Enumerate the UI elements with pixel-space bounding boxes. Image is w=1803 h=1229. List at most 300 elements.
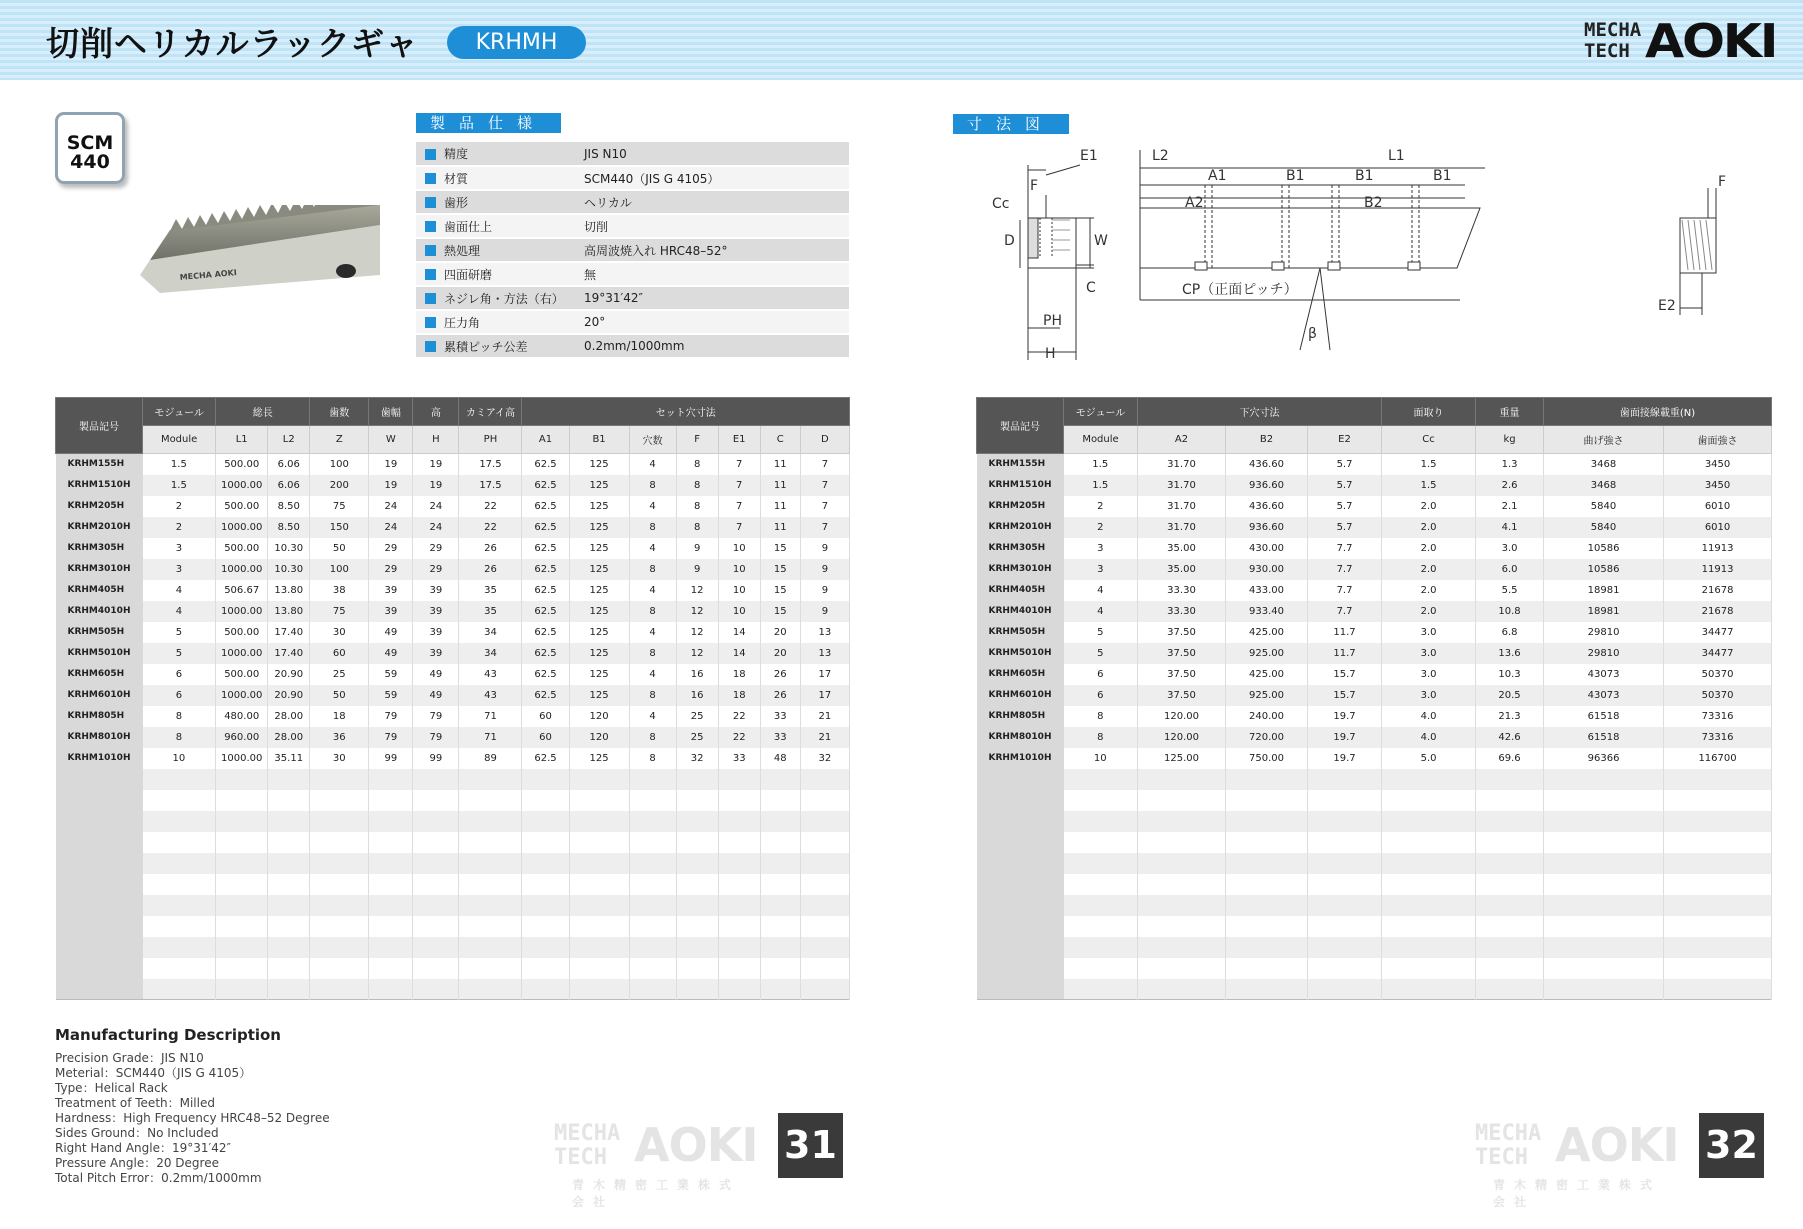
- empty-cell: [369, 853, 413, 874]
- empty-cell: [629, 832, 676, 853]
- table-cell: 21678: [1664, 601, 1772, 622]
- table-cell: 120: [569, 706, 629, 727]
- table-cell: 12: [676, 643, 718, 664]
- table-cell: 1.3: [1476, 454, 1544, 475]
- table-cell: 15: [760, 538, 800, 559]
- empty-cell: [718, 874, 760, 895]
- spec-label: ネジレ角・方法（右）: [444, 286, 584, 310]
- table-cell: 31.70: [1138, 496, 1226, 517]
- empty-cell: [143, 916, 216, 937]
- table-cell: 13.6: [1476, 643, 1544, 664]
- table-cell: 61518: [1544, 727, 1664, 748]
- empty-cell: [1138, 979, 1226, 1000]
- table-cell: 43073: [1544, 685, 1664, 706]
- subheader-cell: PH: [459, 426, 522, 454]
- table-row: [977, 727, 1772, 748]
- empty-cell: [1476, 958, 1544, 979]
- table-cell: 6.06: [268, 475, 310, 496]
- empty-cell: [1064, 874, 1138, 895]
- table-cell: 20.5: [1476, 685, 1544, 706]
- empty-cell: [216, 916, 268, 937]
- table-row-empty: [56, 832, 850, 853]
- table-cell: 19.7: [1308, 748, 1382, 769]
- table-cell: 125: [569, 580, 629, 601]
- table-cell: 7: [800, 517, 849, 538]
- table-cell: 35: [459, 580, 522, 601]
- table-cell: 2.0: [1382, 517, 1476, 538]
- empty-cell: [1476, 811, 1544, 832]
- empty-cell: [369, 979, 413, 1000]
- empty-cell: [1138, 874, 1226, 895]
- table-cell: 3: [1064, 559, 1138, 580]
- table-cell: 2: [143, 496, 216, 517]
- table-cell: 25: [310, 664, 369, 685]
- table-cell: 50: [310, 685, 369, 706]
- empty-cell: [1138, 811, 1226, 832]
- table-row: [56, 496, 850, 517]
- table-cell: 62.5: [522, 685, 569, 706]
- empty-cell: [268, 853, 310, 874]
- table-cell: 9: [676, 559, 718, 580]
- table-cell: 116700: [1664, 748, 1772, 769]
- empty-cell: [1544, 916, 1664, 937]
- empty-cell: [268, 769, 310, 790]
- table-cell: 430.00: [1226, 538, 1308, 559]
- empty-cell: [56, 895, 143, 916]
- table-cell: 37.50: [1138, 622, 1226, 643]
- table-cell: 62.5: [522, 748, 569, 769]
- table-cell: 425.00: [1226, 622, 1308, 643]
- table-row-empty: [56, 769, 850, 790]
- table-cell: 31.70: [1138, 517, 1226, 538]
- table-cell: 17: [800, 685, 849, 706]
- table-row: [977, 538, 1772, 559]
- subheader-cell: E1: [718, 426, 760, 454]
- table-cell: 18981: [1544, 580, 1664, 601]
- empty-cell: [1138, 958, 1226, 979]
- empty-cell: [800, 853, 849, 874]
- spec-bullet: [416, 310, 444, 334]
- spec-label: 圧力角: [444, 310, 584, 334]
- watermark-right: [1475, 1118, 1679, 1209]
- empty-cell: [676, 895, 718, 916]
- empty-cell: [459, 832, 522, 853]
- table-cell: 17: [800, 664, 849, 685]
- table-cell: 1000.00: [216, 685, 268, 706]
- empty-cell: [216, 769, 268, 790]
- table-row: [56, 685, 850, 706]
- table-cell: 1.5: [1382, 475, 1476, 496]
- label-a2: A2: [1185, 195, 1204, 211]
- subheader-cell: L2: [268, 426, 310, 454]
- empty-cell: [676, 916, 718, 937]
- manufacturing-description: [55, 1028, 330, 1186]
- product-code-cell: KRHM6010H: [56, 685, 143, 706]
- table-cell: 8: [676, 517, 718, 538]
- spec-row: [416, 166, 849, 190]
- label-l2: L2: [1152, 148, 1169, 164]
- empty-cell: [977, 958, 1064, 979]
- table-cell: 39: [413, 580, 459, 601]
- empty-cell: [143, 874, 216, 895]
- empty-cell: [216, 790, 268, 811]
- table-cell: 4.1: [1476, 517, 1544, 538]
- label-w: W: [1094, 233, 1108, 249]
- empty-cell: [216, 853, 268, 874]
- empty-cell: [1544, 979, 1664, 1000]
- table-cell: 22: [459, 496, 522, 517]
- empty-cell: [522, 979, 569, 1000]
- table-cell: 38: [310, 580, 369, 601]
- table-cell: 20.90: [268, 685, 310, 706]
- product-code-cell: KRHM8010H: [56, 727, 143, 748]
- empty-cell: [268, 790, 310, 811]
- col-lower-holes: 下穴寸法: [1138, 398, 1382, 426]
- empty-cell: [522, 916, 569, 937]
- table-cell: 2.0: [1382, 559, 1476, 580]
- empty-cell: [718, 979, 760, 1000]
- table-cell: 1.5: [1064, 475, 1138, 496]
- table-row: [977, 643, 1772, 664]
- table-cell: 5.7: [1308, 496, 1382, 517]
- empty-cell: [522, 832, 569, 853]
- table-cell: 3468: [1544, 454, 1664, 475]
- spec-value: JIS N10: [584, 142, 849, 166]
- table-cell: 8: [629, 601, 676, 622]
- table-cell: 34477: [1664, 622, 1772, 643]
- table-cell: 30: [310, 622, 369, 643]
- table-cell: 3450: [1664, 454, 1772, 475]
- empty-cell: [629, 853, 676, 874]
- empty-cell: [1664, 811, 1772, 832]
- product-code-cell: KRHM205H: [977, 496, 1064, 517]
- table-cell: 3: [1064, 538, 1138, 559]
- table-row: [56, 517, 850, 538]
- logo-brand: AOKI: [1645, 14, 1777, 68]
- empty-cell: [56, 874, 143, 895]
- table-cell: 9: [800, 559, 849, 580]
- table-cell: 43: [459, 685, 522, 706]
- table-row: [56, 706, 850, 727]
- table-row-empty: [56, 790, 850, 811]
- table-cell: 36: [310, 727, 369, 748]
- empty-cell: [1064, 811, 1138, 832]
- table-cell: 8: [676, 454, 718, 475]
- spec-value: SCM440（JIS G 4105）: [584, 166, 849, 190]
- empty-cell: [1382, 916, 1476, 937]
- empty-cell: [569, 958, 629, 979]
- empty-cell: [1226, 853, 1308, 874]
- empty-cell: [676, 790, 718, 811]
- empty-cell: [369, 769, 413, 790]
- empty-cell: [216, 895, 268, 916]
- table-cell: 10.3: [1476, 664, 1544, 685]
- empty-cell: [1226, 811, 1308, 832]
- table-cell: 8: [143, 706, 216, 727]
- col-product-code: 製品記号: [56, 398, 143, 454]
- empty-cell: [1664, 790, 1772, 811]
- table-cell: 49: [369, 622, 413, 643]
- table-cell: 11913: [1664, 538, 1772, 559]
- page-number-left: 31: [778, 1113, 843, 1178]
- table-row: [977, 601, 1772, 622]
- spec-table: [416, 142, 849, 359]
- material-badge-line2: 440: [70, 151, 110, 173]
- empty-cell: [459, 979, 522, 1000]
- empty-cell: [413, 853, 459, 874]
- empty-cell: [800, 979, 849, 1000]
- table-cell: 13.80: [268, 580, 310, 601]
- table-row-empty: [56, 958, 850, 979]
- product-code-cell: KRHM155H: [977, 454, 1064, 475]
- label-f-side: F: [1718, 174, 1727, 190]
- empty-cell: [310, 979, 369, 1000]
- table-cell: 37.50: [1138, 643, 1226, 664]
- empty-cell: [800, 769, 849, 790]
- empty-cell: [143, 769, 216, 790]
- table-cell: 6: [143, 664, 216, 685]
- table-cell: 62.5: [522, 496, 569, 517]
- table-cell: 9: [676, 538, 718, 559]
- table-cell: 4: [629, 538, 676, 559]
- table-cell: 11.7: [1308, 643, 1382, 664]
- table-cell: 4: [629, 706, 676, 727]
- table-cell: 62.5: [522, 454, 569, 475]
- table-cell: 506.67: [216, 580, 268, 601]
- empty-cell: [369, 916, 413, 937]
- table-cell: 50370: [1664, 685, 1772, 706]
- table-cell: 7: [800, 496, 849, 517]
- table-cell: 500.00: [216, 454, 268, 475]
- table-cell: 24: [413, 517, 459, 538]
- empty-cell: [1064, 853, 1138, 874]
- subheader-cell: D: [800, 426, 849, 454]
- table-cell: 79: [369, 727, 413, 748]
- table-cell: 14: [718, 622, 760, 643]
- table-row-empty: [56, 811, 850, 832]
- table-cell: 3450: [1664, 475, 1772, 496]
- table-cell: 5840: [1544, 496, 1664, 517]
- empty-cell: [800, 874, 849, 895]
- table-cell: 3.0: [1382, 685, 1476, 706]
- table-cell: 75: [310, 496, 369, 517]
- product-code-cell: KRHM505H: [977, 622, 1064, 643]
- empty-cell: [800, 937, 849, 958]
- table-cell: 10.30: [268, 559, 310, 580]
- empty-cell: [1064, 790, 1138, 811]
- table-cell: 4: [1064, 601, 1138, 622]
- empty-cell: [760, 958, 800, 979]
- table-cell: 15: [760, 559, 800, 580]
- table-row-empty: [977, 853, 1772, 874]
- table-cell: 1000.00: [216, 475, 268, 496]
- empty-cell: [1064, 937, 1138, 958]
- table-cell: 125: [569, 601, 629, 622]
- table-cell: 49: [369, 643, 413, 664]
- table-cell: 13: [800, 622, 849, 643]
- empty-cell: [522, 790, 569, 811]
- table-cell: 24: [413, 496, 459, 517]
- table-cell: 7: [718, 517, 760, 538]
- empty-cell: [629, 874, 676, 895]
- subheader-cell: 穴数: [629, 426, 676, 454]
- table-cell: 5.7: [1308, 475, 1382, 496]
- table-cell: 1000.00: [216, 559, 268, 580]
- empty-cell: [216, 937, 268, 958]
- table-cell: 10.8: [1476, 601, 1544, 622]
- table-cell: 100: [310, 559, 369, 580]
- spec-bullet: [416, 166, 444, 190]
- table-cell: 125: [569, 475, 629, 496]
- empty-cell: [676, 874, 718, 895]
- table-cell: 2.6: [1476, 475, 1544, 496]
- table-row-empty: [977, 895, 1772, 916]
- empty-cell: [369, 832, 413, 853]
- table-cell: 2: [1064, 517, 1138, 538]
- empty-cell: [1064, 832, 1138, 853]
- empty-cell: [760, 853, 800, 874]
- table-cell: 30: [310, 748, 369, 769]
- table-cell: 89: [459, 748, 522, 769]
- spec-row: [416, 142, 849, 166]
- empty-cell: [1382, 853, 1476, 874]
- table-cell: 19: [413, 454, 459, 475]
- empty-cell: [977, 895, 1064, 916]
- table-row: [977, 622, 1772, 643]
- table-cell: 62.5: [522, 475, 569, 496]
- empty-cell: [1476, 853, 1544, 874]
- product-code-cell: KRHM1510H: [977, 475, 1064, 496]
- empty-cell: [310, 874, 369, 895]
- table-cell: 930.00: [1226, 559, 1308, 580]
- table-cell: 31.70: [1138, 475, 1226, 496]
- empty-cell: [760, 832, 800, 853]
- table-cell: 17.5: [459, 454, 522, 475]
- label-beta: β: [1308, 326, 1317, 342]
- table-cell: 15.7: [1308, 664, 1382, 685]
- table-row: [977, 496, 1772, 517]
- product-code-cell: KRHM1010H: [56, 748, 143, 769]
- spec-row: [416, 214, 849, 238]
- empty-cell: [1664, 874, 1772, 895]
- empty-cell: [1064, 769, 1138, 790]
- table-row: [56, 622, 850, 643]
- table-row: [56, 748, 850, 769]
- table-cell: 10: [718, 601, 760, 622]
- manufacturing-line: Treatment of Teeth：Milled: [55, 1096, 215, 1110]
- empty-cell: [760, 895, 800, 916]
- table-cell: 10: [718, 580, 760, 601]
- col-product-code-r: 製品記号: [977, 398, 1064, 454]
- table-cell: 6.0: [1476, 559, 1544, 580]
- spec-row: [416, 262, 849, 286]
- empty-cell: [760, 811, 800, 832]
- table-cell: 33: [760, 727, 800, 748]
- empty-cell: [522, 958, 569, 979]
- table-cell: 43073: [1544, 664, 1664, 685]
- label-f: F: [1030, 178, 1039, 194]
- table-cell: 8: [1064, 706, 1138, 727]
- empty-cell: [1226, 937, 1308, 958]
- table-cell: 73316: [1664, 727, 1772, 748]
- table-cell: 21: [800, 727, 849, 748]
- table-cell: 4.0: [1382, 727, 1476, 748]
- spec-value: 0.2mm/1000mm: [584, 334, 849, 358]
- empty-cell: [676, 832, 718, 853]
- table-cell: 4: [629, 622, 676, 643]
- product-code-cell: KRHM2010H: [977, 517, 1064, 538]
- table-cell: 11913: [1664, 559, 1772, 580]
- table-cell: 35.00: [1138, 559, 1226, 580]
- empty-cell: [1382, 937, 1476, 958]
- table-cell: 7.7: [1308, 580, 1382, 601]
- empty-cell: [459, 895, 522, 916]
- table-cell: 19: [369, 454, 413, 475]
- table-cell: 60: [522, 727, 569, 748]
- empty-cell: [760, 979, 800, 1000]
- table-row-empty: [56, 895, 850, 916]
- table-cell: 5: [1064, 643, 1138, 664]
- product-code-cell: KRHM305H: [56, 538, 143, 559]
- empty-cell: [760, 937, 800, 958]
- manufacturing-line: Hardness：High Frequency HRC48–52 Degree: [55, 1111, 330, 1125]
- empty-cell: [1226, 895, 1308, 916]
- label-h: H: [1045, 346, 1056, 362]
- empty-cell: [268, 811, 310, 832]
- empty-cell: [1544, 832, 1664, 853]
- product-code-cell: KRHM6010H: [977, 685, 1064, 706]
- empty-cell: [800, 790, 849, 811]
- table-cell: 13.80: [268, 601, 310, 622]
- subheader-cell: kg: [1476, 426, 1544, 454]
- table-cell: 150: [310, 517, 369, 538]
- table-cell: 69.6: [1476, 748, 1544, 769]
- table-cell: 3.0: [1476, 538, 1544, 559]
- empty-cell: [718, 811, 760, 832]
- empty-cell: [718, 769, 760, 790]
- table-cell: 62.5: [522, 622, 569, 643]
- table-cell: 18: [310, 706, 369, 727]
- table-cell: 125: [569, 685, 629, 706]
- empty-cell: [1226, 790, 1308, 811]
- table-row: [977, 748, 1772, 769]
- product-code-cell: KRHM3010H: [56, 559, 143, 580]
- empty-cell: [1382, 790, 1476, 811]
- label-b2: B2: [1364, 195, 1383, 211]
- table-row-empty: [977, 790, 1772, 811]
- spec-value: 19°31′42″: [584, 286, 849, 310]
- empty-cell: [569, 832, 629, 853]
- table-cell: 33: [760, 706, 800, 727]
- col-module-r: モジュール: [1064, 398, 1138, 426]
- empty-cell: [459, 811, 522, 832]
- empty-cell: [1138, 832, 1226, 853]
- bullet-square-icon: [425, 341, 436, 352]
- table-cell: 11: [760, 517, 800, 538]
- table-cell: 5.7: [1308, 454, 1382, 475]
- manufacturing-line: Pressure Angle：20 Degree: [55, 1156, 219, 1170]
- table-cell: 1000.00: [216, 517, 268, 538]
- empty-cell: [1476, 937, 1544, 958]
- table-cell: 750.00: [1226, 748, 1308, 769]
- table-cell: 125: [569, 496, 629, 517]
- subheader-cell: C: [760, 426, 800, 454]
- table-row: [977, 517, 1772, 538]
- table-cell: 21.3: [1476, 706, 1544, 727]
- col-teeth: 歯数: [310, 398, 369, 426]
- manufacturing-line: Precision Grade：JIS N10: [55, 1051, 204, 1065]
- page-title: 切削ヘリカルラックギャ: [46, 24, 420, 63]
